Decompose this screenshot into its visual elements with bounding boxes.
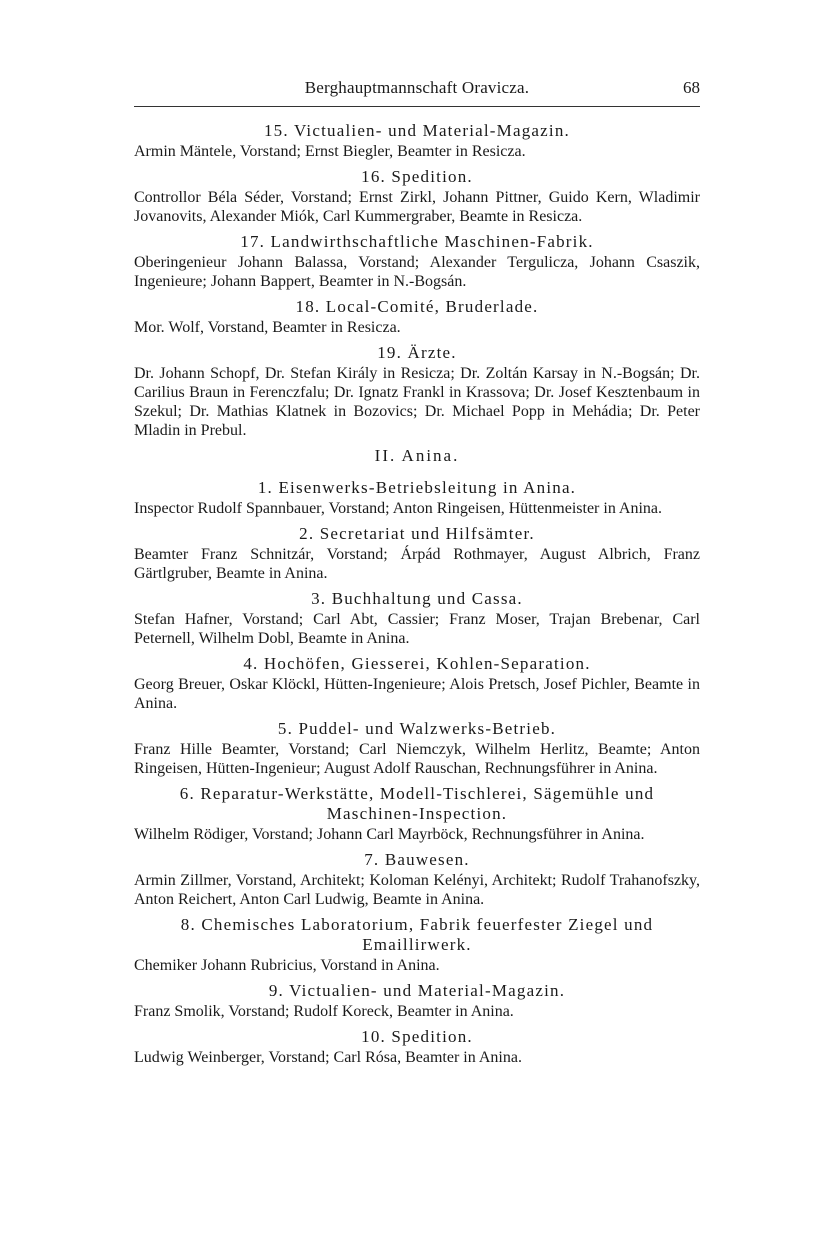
section-body: Georg Breuer, Oskar Klöckl, Hütten-Ingenieure; Alois Pretsch, Josef Pichler, Beamte in Anina.: [134, 676, 700, 712]
section-body: Dr. Johann Schopf, Dr. Stefan Király in Resicza; Dr. Zoltán Karsay in N.-Bogsán; Dr. Carilius Braun in Ferenczfalu; Dr. Ignatz Frankl in Krassova; Dr. Josef Kesztenbaum in Szekul; Dr. Mathias Klatnek in Bozovics; Dr. Michael Popp in Mehádia; Dr. Peter Mladin in Prebul.: [134, 365, 700, 439]
header-title: Berghauptmannschaft Oravicza.: [304, 78, 530, 97]
section-heading: 16. Spedition.: [361, 167, 473, 186]
section-heading: 1. Eisenwerks-Betriebsleitung in Anina.: [257, 478, 577, 497]
section-heading: 7. Bauwesen.: [364, 850, 470, 869]
section: [134, 1027, 700, 1067]
section-body: Mor. Wolf, Vorstand, Beamter in Resicza.: [134, 319, 401, 336]
section: [134, 850, 700, 909]
section: [134, 981, 700, 1021]
section-heading: 9. Victualien- und Material-Magazin.: [268, 981, 566, 1000]
section-heading: 8. Chemisches Laboratorium, Fabrik feuerfester Ziegel und Emaillirwerk.: [180, 915, 654, 954]
section-heading: 6. Reparatur-Werkstätte, Modell-Tischlerei, Sägemühle und Maschinen-Inspection.: [179, 784, 655, 823]
section-body: Armin Mäntele, Vorstand; Ernst Biegler, Beamter in Resicza.: [134, 143, 526, 160]
section-heading: 2. Secretariat und Hilfsämter.: [299, 524, 535, 543]
section-body: Beamter Franz Schnitzár, Vorstand; Árpád Rothmayer, August Albrich, Franz Gärtlgruber, Beamte in Anina.: [134, 546, 700, 582]
section: [134, 232, 700, 291]
section: [134, 915, 700, 975]
section-heading: 5. Puddel- und Walzwerks-Betrieb.: [277, 719, 557, 738]
section: [134, 524, 700, 583]
sections-part-one: [134, 121, 700, 440]
section: [134, 167, 700, 226]
section-body: Controllor Béla Séder, Vorstand; Ernst Zirkl, Johann Pittner, Guido Kern, Wladimir Jovanovits, Alexander Miók, Carl Kummergraber, Beamte in Resicza.: [134, 189, 700, 225]
section-body: Franz Smolik, Vorstand; Rudolf Koreck, Beamter in Anina.: [134, 1003, 514, 1020]
section-body: Armin Zillmer, Vorstand, Architekt; Koloman Kelényi, Architekt; Rudolf Trahanofszky, Anton Reichert, Anton Carl Ludwig, Beamte in Anina.: [134, 872, 700, 908]
section-body: Chemiker Johann Rubricius, Vorstand in Anina.: [134, 957, 440, 974]
section-body: Inspector Rudolf Spannbauer, Vorstand; Anton Ringeisen, Hüttenmeister in Anina.: [134, 500, 663, 517]
section: [134, 343, 700, 440]
page-number: 68: [683, 78, 700, 97]
section-heading: 10. Spedition.: [361, 1027, 473, 1046]
part-heading: II. Anina.: [374, 446, 460, 465]
section: [134, 719, 700, 778]
section-heading: 3. Buchhaltung und Cassa.: [311, 589, 523, 608]
section: [134, 654, 700, 713]
section-body: Franz Hille Beamter, Vorstand; Carl Niemczyk, Wilhelm Herlitz, Beamte; Anton Ringeisen, Hütten-Ingenieur; August Adolf Rauschan, Rechnungsführer in Anina.: [134, 741, 700, 777]
header-rule: [134, 106, 700, 107]
section: [134, 784, 700, 844]
running-header: [134, 78, 700, 104]
section-body: Stefan Hafner, Vorstand; Carl Abt, Cassier; Franz Moser, Trajan Brebenar, Carl Peternell, Wilhelm Dobl, Beamte in Anina.: [134, 611, 700, 647]
document-page: [134, 78, 700, 1073]
sections-part-two: [134, 478, 700, 1067]
section: [134, 297, 700, 337]
section: [134, 589, 700, 648]
section-body: Ludwig Weinberger, Vorstand; Carl Rósa, Beamter in Anina.: [134, 1049, 522, 1066]
section-body: Oberingenieur Johann Balassa, Vorstand; Alexander Tergulicza, Johann Csaszik, Ingenieure; Johann Bappert, Beamter in N.-Bogsán.: [134, 254, 700, 290]
section: [134, 121, 700, 161]
section-heading: 17. Landwirthschaftliche Maschinen-Fabrik.: [240, 232, 594, 251]
section: [134, 478, 700, 518]
section-body: Wilhelm Rödiger, Vorstand; Johann Carl Mayrböck, Rechnungsführer in Anina.: [134, 826, 645, 843]
section-heading: 18. Local-Comité, Bruderlade.: [295, 297, 539, 316]
section-heading: 19. Ärzte.: [377, 343, 457, 362]
section-heading: 15. Victualien- und Material-Magazin.: [263, 121, 570, 140]
section-heading: 4. Hochöfen, Giesserei, Kohlen-Separation.: [243, 654, 591, 673]
